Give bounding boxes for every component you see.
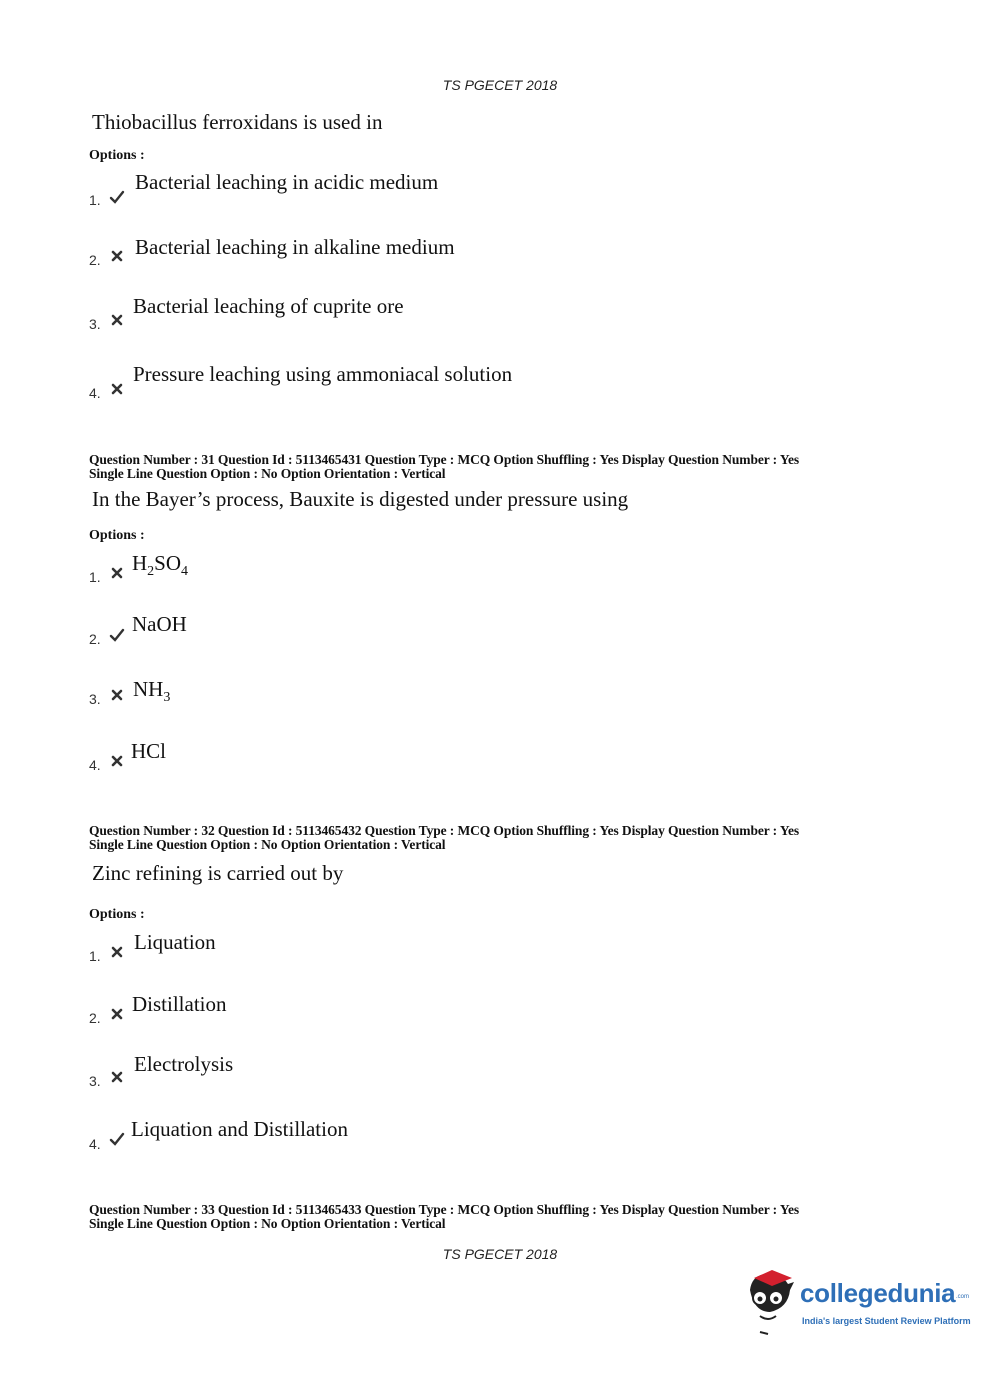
option-item	[89, 992, 689, 1032]
cross-icon	[109, 687, 125, 703]
option-item	[89, 612, 689, 652]
option-number: 4.	[89, 385, 101, 401]
option-text: Bacterial leaching in alkaline medium	[135, 235, 455, 259]
cross-icon	[109, 248, 125, 264]
option-number: 3.	[89, 691, 101, 707]
options-label: Options :	[89, 528, 145, 543]
question-text: Zinc refining is carried out by	[92, 861, 344, 885]
cross-icon	[109, 753, 125, 769]
question-meta: Question Number : 32 Question Id : 5113465432 Question Type : MCQ Option Shuffling : Yes Display Question Number : Yes Single Line Question Option : No Option Orientation : Vertical	[89, 823, 800, 852]
question-text: In the Bayer’s process, Bauxite is digested under pressure using	[92, 487, 629, 511]
option-item	[89, 1117, 689, 1157]
option-text: Distillation	[132, 992, 227, 1016]
options-label: Options :	[89, 148, 145, 163]
cross-icon	[109, 381, 125, 397]
cross-icon	[109, 944, 125, 960]
option-number: 4.	[89, 757, 101, 773]
option-item	[89, 739, 689, 779]
cross-icon	[109, 565, 125, 581]
option-number: 2.	[89, 252, 101, 268]
option-item	[89, 1052, 689, 1092]
option-text: Bacterial leaching of cuprite ore	[133, 294, 404, 318]
option-item	[89, 677, 689, 717]
option-item	[89, 235, 689, 275]
option-item	[89, 170, 689, 210]
logo-tagline: India's largest Student Review Platform	[802, 1316, 971, 1326]
cross-icon	[109, 1069, 125, 1085]
option-text: Electrolysis	[134, 1052, 234, 1076]
check-icon	[109, 189, 125, 205]
option-number: 4.	[89, 1136, 101, 1152]
mascot-icon	[742, 1268, 800, 1338]
option-number: 1.	[89, 948, 101, 964]
option-text: Bacterial leaching in acidic medium	[135, 170, 439, 194]
option-number: 2.	[89, 631, 101, 647]
option-item	[89, 362, 689, 402]
option-text: Liquation	[134, 930, 216, 954]
option-number: 1.	[89, 569, 101, 585]
collegedunia-logo	[742, 1268, 972, 1338]
logo-suffix: .com	[956, 1294, 970, 1300]
option-text: NaOH	[132, 612, 187, 636]
options-label: Options :	[89, 907, 145, 922]
option-number: 2.	[89, 1010, 101, 1026]
option-item	[89, 930, 689, 970]
cross-icon	[109, 1006, 125, 1022]
question-text: Thiobacillus ferroxidans is used in	[92, 110, 383, 134]
logo-name: collegedunia	[800, 1278, 956, 1308]
option-text: Pressure leaching using ammoniacal solution	[133, 362, 513, 386]
option-number: 1.	[89, 192, 101, 208]
cross-icon	[109, 312, 125, 328]
option-number: 3.	[89, 316, 101, 332]
option-text: $NH_3$	[133, 677, 171, 706]
option-item	[89, 551, 689, 591]
check-icon	[109, 1131, 125, 1147]
question-meta: Question Number : 31 Question Id : 5113465431 Question Type : MCQ Option Shuffling : Yes Display Question Number : Yes Single Line Question Option : No Option Orientation : Vertical	[89, 452, 800, 481]
option-text: $H_2SO_4$	[132, 551, 189, 580]
option-number: 3.	[89, 1073, 101, 1089]
check-icon	[109, 627, 125, 643]
option-item	[89, 294, 689, 334]
option-text: HCl	[131, 739, 167, 763]
option-text: Liquation and Distillation	[131, 1117, 348, 1141]
page-footer-title: TS PGECET 2018	[442, 1246, 558, 1262]
page-header-title: TS PGECET 2018	[442, 77, 558, 93]
question-meta: Question Number : 33 Question Id : 5113465433 Question Type : MCQ Option Shuffling : Yes Display Question Number : Yes Single Line Question Option : No Option Orientation : Vertical	[89, 1202, 800, 1231]
